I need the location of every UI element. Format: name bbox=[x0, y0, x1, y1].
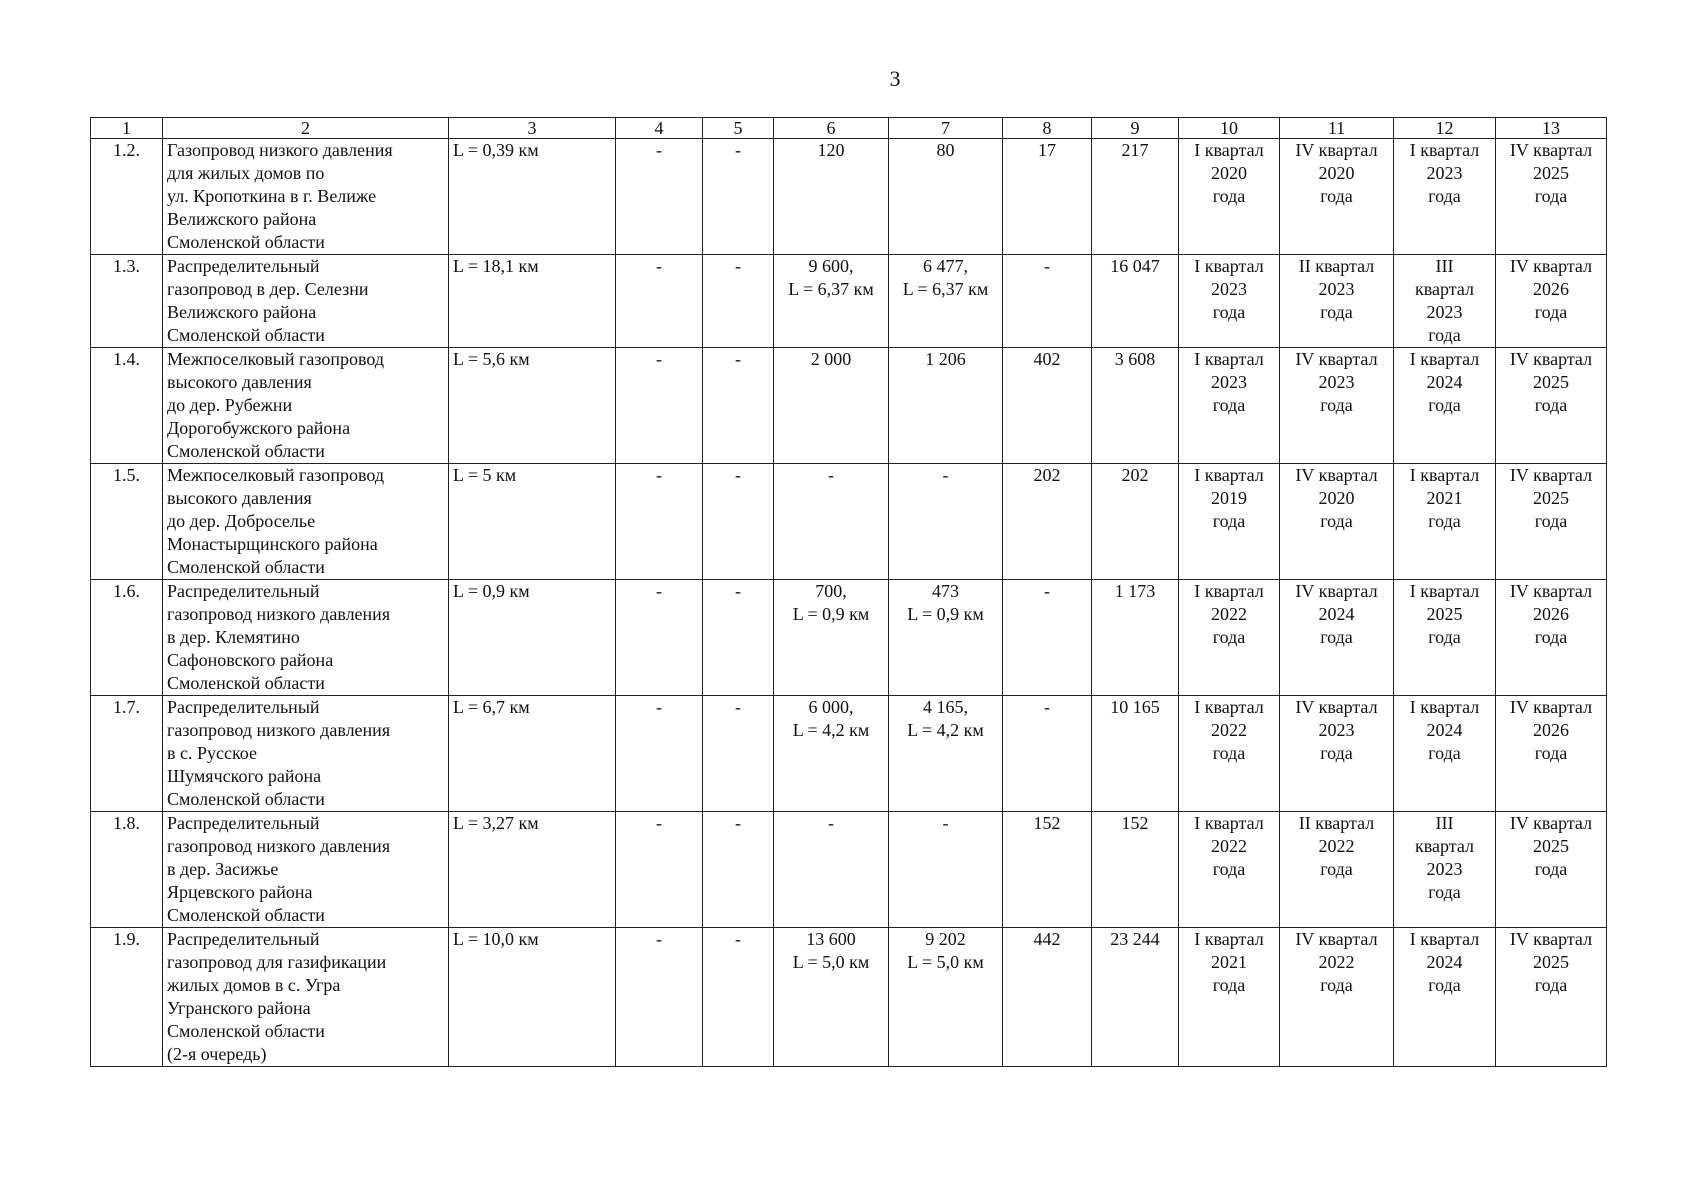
completion-date: IV квартал 2025 года bbox=[1496, 464, 1607, 580]
row-number: 1.5. bbox=[91, 464, 163, 580]
row-number: 1.7. bbox=[91, 696, 163, 812]
start-date: I квартал 2019 года bbox=[1179, 464, 1280, 580]
completion-date: IV квартал 2026 года bbox=[1496, 580, 1607, 696]
start-date: I квартал 2023 года bbox=[1179, 255, 1280, 348]
column-5-value: - bbox=[703, 255, 774, 348]
object-name: Распределительный газопровод низкого давления в с. Русское Шумячского района Смоленской области bbox=[163, 696, 449, 812]
row-number: 1.6. bbox=[91, 580, 163, 696]
commission-date: I квартал 2024 года bbox=[1394, 928, 1496, 1067]
column-6-value: 700, L = 0,9 км bbox=[774, 580, 889, 696]
column-6-value: - bbox=[774, 812, 889, 928]
column-7-value: 4 165, L = 4,2 км bbox=[889, 696, 1003, 812]
length: L = 10,0 км bbox=[449, 928, 616, 1067]
table-row bbox=[91, 255, 1607, 348]
column-header: 6 bbox=[774, 118, 889, 139]
column-header: 12 bbox=[1394, 118, 1496, 139]
column-9-value: 152 bbox=[1092, 812, 1179, 928]
table-row bbox=[91, 580, 1607, 696]
start-date: I квартал 2022 года bbox=[1179, 580, 1280, 696]
column-6-value: 2 000 bbox=[774, 348, 889, 464]
column-8-value: - bbox=[1003, 580, 1092, 696]
column-7-value: 9 202 L = 5,0 км bbox=[889, 928, 1003, 1067]
length: L = 18,1 км bbox=[449, 255, 616, 348]
object-name: Распределительный газопровод низкого давления в дер. Клемятино Сафоновского района Смоленской области bbox=[163, 580, 449, 696]
column-8-value: - bbox=[1003, 255, 1092, 348]
commission-date: I квартал 2025 года bbox=[1394, 580, 1496, 696]
completion-date: IV квартал 2025 года bbox=[1496, 812, 1607, 928]
column-4-value: - bbox=[616, 696, 703, 812]
completion-date: IV квартал 2025 года bbox=[1496, 928, 1607, 1067]
length: L = 0,9 км bbox=[449, 580, 616, 696]
row-number: 1.9. bbox=[91, 928, 163, 1067]
length: L = 6,7 км bbox=[449, 696, 616, 812]
column-header: 11 bbox=[1280, 118, 1394, 139]
start-date: I квартал 2023 года bbox=[1179, 348, 1280, 464]
end-date: II квартал 2022 года bbox=[1280, 812, 1394, 928]
object-name: Распределительный газопровод в дер. Селезни Велижского района Смоленской области bbox=[163, 255, 449, 348]
object-name: Межпоселковый газопровод высокого давления до дер. Рубежни Дорогобужского района Смоленской области bbox=[163, 348, 449, 464]
table-row bbox=[91, 928, 1607, 1067]
column-5-value: - bbox=[703, 928, 774, 1067]
column-header: 9 bbox=[1092, 118, 1179, 139]
column-5-value: - bbox=[703, 139, 774, 255]
column-9-value: 10 165 bbox=[1092, 696, 1179, 812]
length: L = 3,27 км bbox=[449, 812, 616, 928]
commission-date: III квартал 2023 года bbox=[1394, 812, 1496, 928]
start-date: I квартал 2022 года bbox=[1179, 696, 1280, 812]
commission-date: I квартал 2023 года bbox=[1394, 139, 1496, 255]
start-date: I квартал 2020 года bbox=[1179, 139, 1280, 255]
column-8-value: 402 bbox=[1003, 348, 1092, 464]
commission-date: I квартал 2024 года bbox=[1394, 696, 1496, 812]
column-9-value: 23 244 bbox=[1092, 928, 1179, 1067]
column-header: 5 bbox=[703, 118, 774, 139]
column-6-value: 9 600, L = 6,37 км bbox=[774, 255, 889, 348]
column-6-value: 13 600 L = 5,0 км bbox=[774, 928, 889, 1067]
start-date: I квартал 2022 года bbox=[1179, 812, 1280, 928]
column-8-value: - bbox=[1003, 696, 1092, 812]
end-date: IV квартал 2023 года bbox=[1280, 348, 1394, 464]
column-9-value: 202 bbox=[1092, 464, 1179, 580]
start-date: I квартал 2021 года bbox=[1179, 928, 1280, 1067]
column-4-value: - bbox=[616, 928, 703, 1067]
column-5-value: - bbox=[703, 580, 774, 696]
column-header: 4 bbox=[616, 118, 703, 139]
completion-date: IV квартал 2025 года bbox=[1496, 139, 1607, 255]
object-name: Газопровод низкого давления для жилых домов по ул. Кропоткина в г. Велиже Велижского района Смоленской области bbox=[163, 139, 449, 255]
column-6-value: 120 bbox=[774, 139, 889, 255]
table-row bbox=[91, 348, 1607, 464]
column-4-value: - bbox=[616, 464, 703, 580]
column-7-value: - bbox=[889, 464, 1003, 580]
row-number: 1.4. bbox=[91, 348, 163, 464]
page-number: 3 bbox=[889, 66, 901, 91]
completion-date: IV квартал 2026 года bbox=[1496, 255, 1607, 348]
column-9-value: 1 173 bbox=[1092, 580, 1179, 696]
column-header: 8 bbox=[1003, 118, 1092, 139]
column-5-value: - bbox=[703, 696, 774, 812]
row-number: 1.3. bbox=[91, 255, 163, 348]
column-5-value: - bbox=[703, 812, 774, 928]
length: L = 5,6 км bbox=[449, 348, 616, 464]
column-7-value: 473 L = 0,9 км bbox=[889, 580, 1003, 696]
column-header: 10 bbox=[1179, 118, 1280, 139]
column-7-value: 1 206 bbox=[889, 348, 1003, 464]
column-4-value: - bbox=[616, 812, 703, 928]
column-7-value: 6 477, L = 6,37 км bbox=[889, 255, 1003, 348]
column-header: 3 bbox=[449, 118, 616, 139]
column-6-value: 6 000, L = 4,2 км bbox=[774, 696, 889, 812]
column-header: 7 bbox=[889, 118, 1003, 139]
column-header: 1 bbox=[91, 118, 163, 139]
column-9-value: 16 047 bbox=[1092, 255, 1179, 348]
column-5-value: - bbox=[703, 348, 774, 464]
column-8-value: 152 bbox=[1003, 812, 1092, 928]
column-9-value: 217 bbox=[1092, 139, 1179, 255]
column-header: 2 bbox=[163, 118, 449, 139]
row-number: 1.2. bbox=[91, 139, 163, 255]
end-date: IV квартал 2024 года bbox=[1280, 580, 1394, 696]
end-date: IV квартал 2020 года bbox=[1280, 139, 1394, 255]
column-5-value: - bbox=[703, 464, 774, 580]
data-table bbox=[90, 117, 1607, 1067]
column-8-value: 17 bbox=[1003, 139, 1092, 255]
column-7-value: - bbox=[889, 812, 1003, 928]
end-date: IV квартал 2023 года bbox=[1280, 696, 1394, 812]
length: L = 0,39 км bbox=[449, 139, 616, 255]
object-name: Распределительный газопровод для газификации жилых домов в с. Угра Угранского района Смоленской области (2-я очередь) bbox=[163, 928, 449, 1067]
object-name: Распределительный газопровод низкого давления в дер. Засижье Ярцевского района Смоленской области bbox=[163, 812, 449, 928]
column-number-row bbox=[91, 118, 1607, 139]
table-row bbox=[91, 696, 1607, 812]
commission-date: I квартал 2024 года bbox=[1394, 348, 1496, 464]
column-4-value: - bbox=[616, 255, 703, 348]
commission-date: I квартал 2021 года bbox=[1394, 464, 1496, 580]
column-8-value: 442 bbox=[1003, 928, 1092, 1067]
length: L = 5 км bbox=[449, 464, 616, 580]
end-date: II квартал 2023 года bbox=[1280, 255, 1394, 348]
column-7-value: 80 bbox=[889, 139, 1003, 255]
column-4-value: - bbox=[616, 580, 703, 696]
column-8-value: 202 bbox=[1003, 464, 1092, 580]
column-header: 13 bbox=[1496, 118, 1607, 139]
object-name: Межпоселковый газопровод высокого давления до дер. Доброселье Монастырщинского района Смоленской области bbox=[163, 464, 449, 580]
table-row bbox=[91, 464, 1607, 580]
completion-date: IV квартал 2026 года bbox=[1496, 696, 1607, 812]
row-number: 1.8. bbox=[91, 812, 163, 928]
end-date: IV квартал 2020 года bbox=[1280, 464, 1394, 580]
table-row bbox=[91, 139, 1607, 255]
column-4-value: - bbox=[616, 348, 703, 464]
column-6-value: - bbox=[774, 464, 889, 580]
table-row bbox=[91, 812, 1607, 928]
commission-date: III квартал 2023 года bbox=[1394, 255, 1496, 348]
column-4-value: - bbox=[616, 139, 703, 255]
completion-date: IV квартал 2025 года bbox=[1496, 348, 1607, 464]
column-9-value: 3 608 bbox=[1092, 348, 1179, 464]
end-date: IV квартал 2022 года bbox=[1280, 928, 1394, 1067]
